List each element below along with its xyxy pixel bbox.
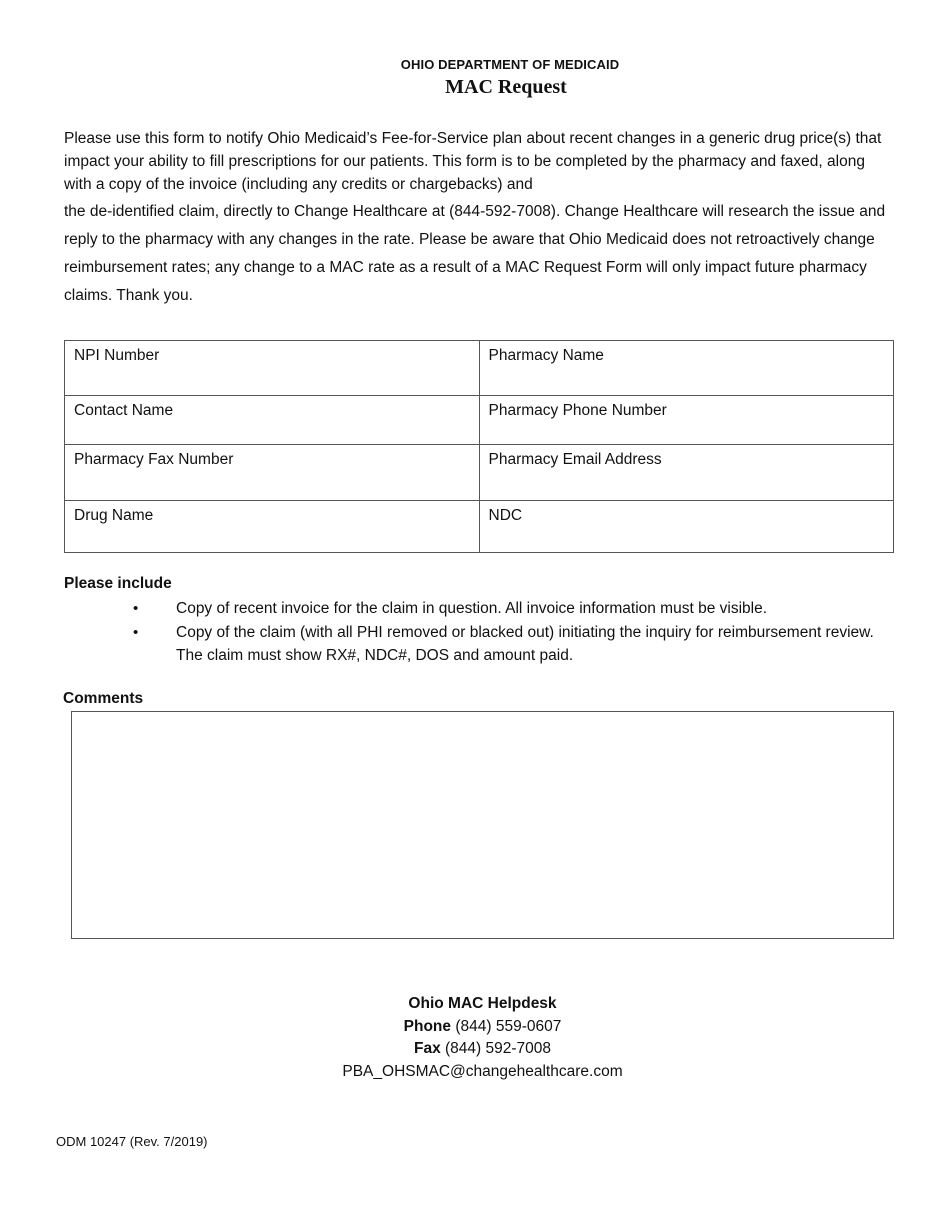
drug-name-field[interactable] (65, 501, 480, 553)
pharmacy-fax-label: Pharmacy Fax Number (74, 451, 234, 468)
intro-paragraph-2: the de-identified claim, directly to Change Healthcare at (844-592-7008). Change Healthcare will research the issue and reply to the pharmacy with any changes in the rate. Please be aware that Ohio Medicaid does not retroactively change reimbursement rates; any change to a MAC rate as a result of a MAC Request Form will only impact future pharmacy claims. Thank you. (64, 203, 886, 304)
phone-value: (844) 559-0607 (451, 1017, 562, 1035)
helpdesk-phone (0, 1016, 950, 1039)
bullet-icon: • (133, 600, 139, 617)
pharmacy-phone-field[interactable] (479, 396, 894, 445)
phone-label: Phone (403, 1017, 452, 1035)
drug-name-label: Drug Name (74, 507, 154, 524)
table-row (65, 396, 894, 445)
intro-paragraph-1: Please use this form to notify Ohio Medicaid’s Fee-for-Service plan about recent changes in a generic drug price(s) that impact your ability to fill prescriptions for our patients. This form is to be completed by the pharmacy and faxed, along with a copy of the invoice (including any credits or chargebacks) and (64, 130, 882, 193)
fax-label: Fax (413, 1040, 441, 1057)
table-row (65, 445, 894, 501)
list-item (0, 597, 950, 620)
helpdesk-email: PBA_OHSMAC@changehealthcare.com (342, 1062, 623, 1080)
helpdesk-fax (0, 1038, 950, 1061)
fax-value: (844) 592-7008 (440, 1040, 552, 1057)
contact-name-field[interactable] (65, 396, 480, 445)
helpdesk-title: Ohio MAC Helpdesk (408, 995, 557, 1012)
pharmacy-name-field[interactable] (479, 341, 894, 396)
list-item-text: Copy of the claim (with all PHI removed or blacked out) initiating the inquiry for reimbursement review. The claim must show RX#, NDC#, DOS and amount paid. (176, 624, 874, 664)
comments-heading: Comments (63, 690, 144, 707)
table-row (65, 501, 894, 553)
agency-name: OHIO DEPARTMENT OF MEDICAID (400, 57, 620, 72)
npi-number-label: NPI Number (74, 347, 160, 364)
npi-number-field[interactable] (65, 341, 480, 396)
ndc-label: NDC (488, 507, 523, 524)
list-item (0, 621, 950, 667)
pharmacy-name-label: Pharmacy Name (488, 347, 604, 364)
comments-field[interactable] (71, 711, 894, 939)
pharmacy-email-label: Pharmacy Email Address (488, 451, 662, 468)
helpdesk-contact (0, 993, 950, 1083)
ndc-field[interactable] (479, 501, 894, 553)
pharmacy-phone-label: Pharmacy Phone Number (488, 402, 667, 419)
pharmacy-fax-field[interactable] (65, 445, 480, 501)
form-id: ODM 10247 (Rev. 7/2019) (56, 1134, 208, 1149)
include-list (0, 597, 950, 668)
please-include-heading: Please include (64, 575, 172, 592)
bullet-icon: • (133, 624, 139, 641)
page-title: MAC Request (445, 76, 567, 98)
pharmacy-info-table (64, 340, 894, 553)
pharmacy-email-field[interactable] (479, 445, 894, 501)
contact-name-label: Contact Name (74, 402, 174, 419)
list-item-text: Copy of recent invoice for the claim in question. All invoice information must be visible. (176, 600, 768, 617)
table-row (65, 341, 894, 396)
